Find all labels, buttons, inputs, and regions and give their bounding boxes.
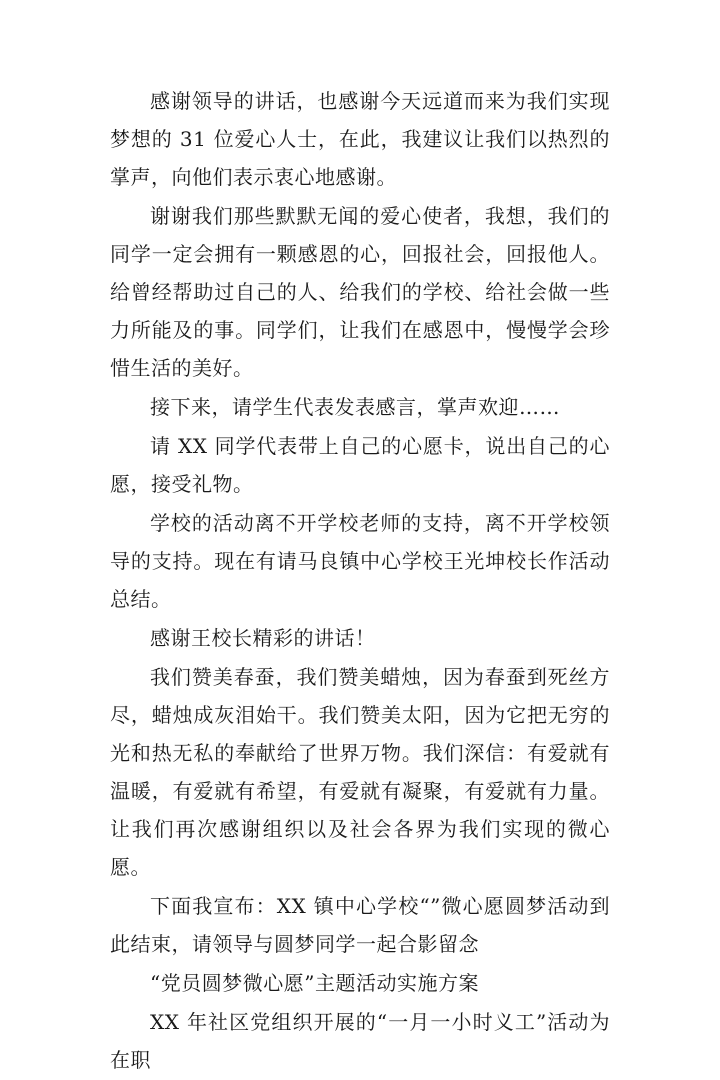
paragraph-thanks-principal: 感谢王校长精彩的讲话！: [150, 626, 376, 650]
paragraph-volunteer-intro: XX 年社区党组织开展的“一月一小时义工”活动为在职: [110, 1010, 610, 1072]
paragraph-student-speech: 接下来，请学生代表发表感言，掌声欢迎……: [150, 395, 560, 419]
section-title: “党员圆梦微心愿”主题活动实施方案: [150, 971, 479, 995]
document-body: [110, 82, 610, 1080]
paragraph-thanks-leaders: 感谢领导的讲话，也感谢今天远道而来为我们实现梦想的 31 位爱心人士，在此，我建议让我们以热烈的掌声，向他们表示衷心地感谢。: [110, 89, 610, 189]
paragraph-thanks-messengers: 谢谢我们那些默默无闻的爱心使者，我想，我们的同学一定会拥有一颗感恩的心，回报社会，回报他人。给曾经帮助过自己的人、给我们的学校、给社会做一些力所能及的事。同学们，让我们在感恩中，慢慢学会珍惜生活的美好。: [110, 204, 610, 380]
paragraph-wish-card: 请 XX 同学代表带上自己的心愿卡，说出自己的心愿，接受礼物。: [110, 434, 610, 496]
paragraph-closing: 下面我宣布：XX 镇中心学校“”微心愿圆梦活动到此结束，请领导与圆梦同学一起合影留念: [110, 894, 610, 956]
paragraph-principal-summary: 学校的活动离不开学校老师的支持，离不开学校领导的支持。现在有请马良镇中心学校王光坤校长作活动总结。: [110, 511, 610, 611]
paragraph-praise: 我们赞美春蚕，我们赞美蜡烛，因为春蚕到死丝方尽，蜡烛成灰泪始干。我们赞美太阳，因为它把无穷的光和热无私的奉献给了世界万物。我们深信：有爱就有温暖，有爱就有希望，有爱就有凝聚，有爱就有力量。让我们再次感谢组织以及社会各界为我们实现的微心愿。: [110, 665, 610, 879]
